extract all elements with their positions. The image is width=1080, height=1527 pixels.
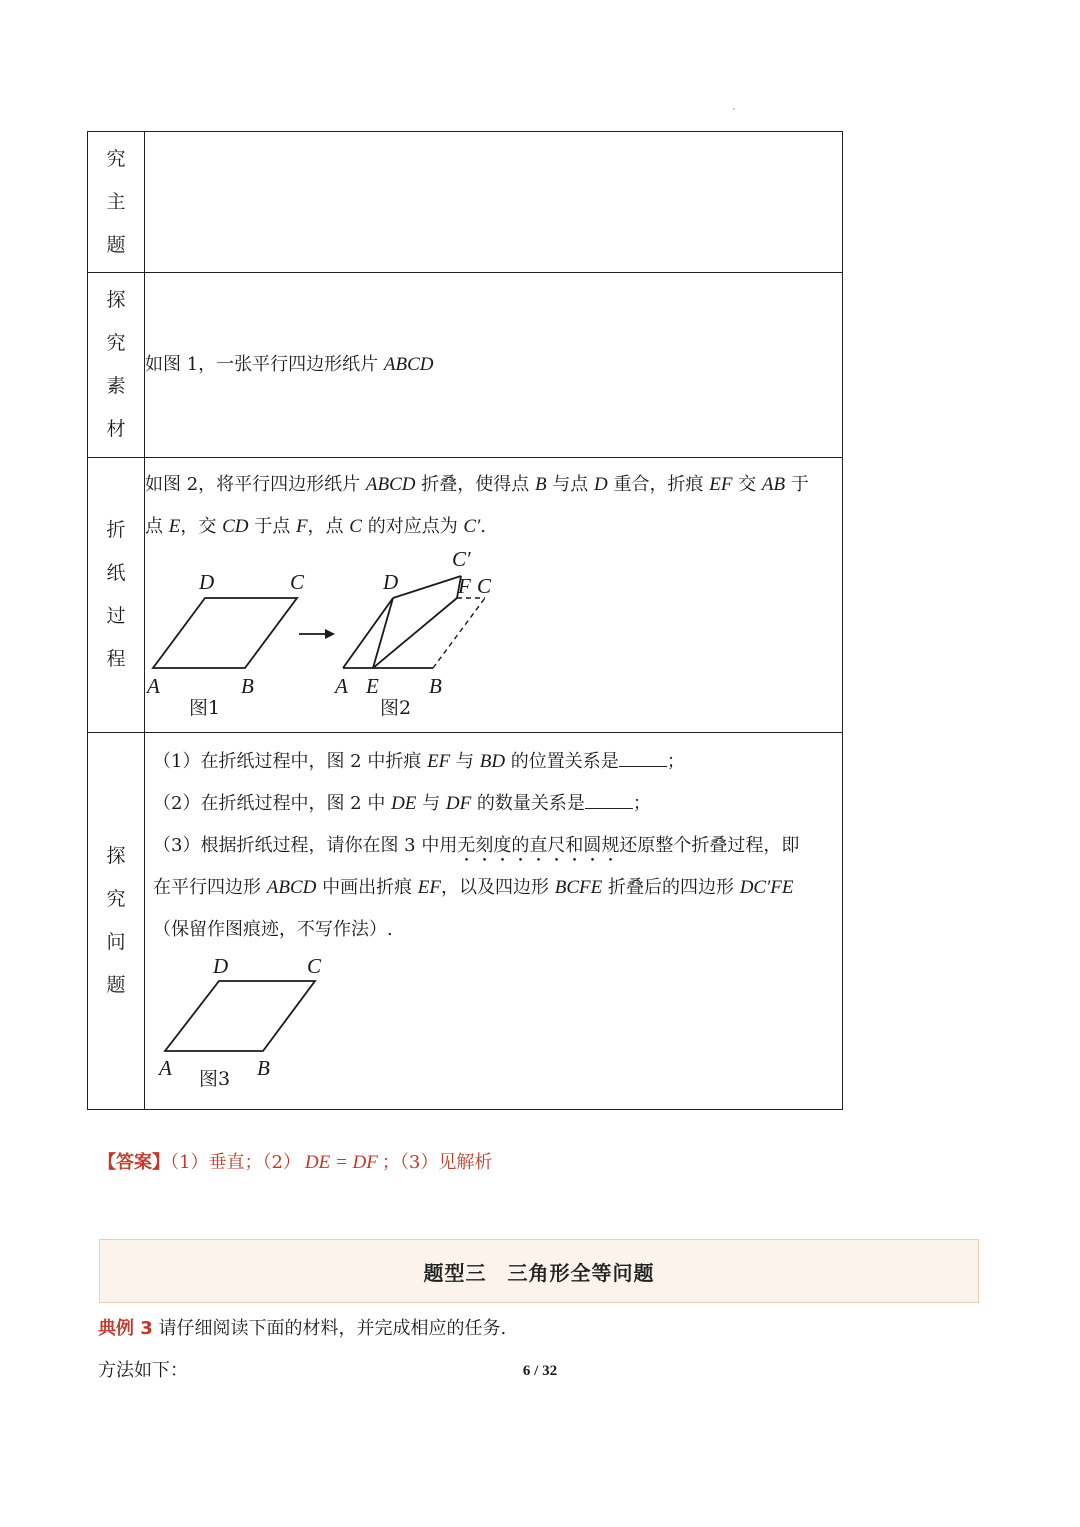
material-content-cell bbox=[145, 273, 843, 458]
fig2-label-E: E bbox=[366, 674, 379, 698]
label-char: 题 bbox=[106, 233, 126, 256]
answer-tag: 【答案】 bbox=[98, 1152, 170, 1173]
question-3-line-2: 在平行四边形 ABCD 中画出折痕 EF，以及四边形 BCFE 折叠后的四边形 DC′FE bbox=[153, 877, 794, 898]
label-char: 材 bbox=[106, 418, 126, 440]
figure-3 bbox=[153, 951, 373, 1091]
fig2-caption: 图2 bbox=[380, 697, 412, 718]
folding-text-line-1: 如图 2，将平行四边形纸片 ABCD 折叠，使得点 B 与点 D 重合，折痕 EF 交 AB 于 bbox=[145, 474, 809, 495]
label-char: 过 bbox=[106, 605, 126, 627]
table-row bbox=[88, 733, 843, 1110]
fig3-caption: 图3 bbox=[199, 1068, 231, 1090]
label-char: 主 bbox=[106, 190, 126, 213]
fig2-label-A: A bbox=[335, 674, 348, 698]
fig2-label-D: D bbox=[383, 570, 399, 594]
label-char: 纸 bbox=[106, 562, 126, 584]
table-row bbox=[88, 273, 843, 458]
fig3-label-C: C bbox=[307, 954, 322, 978]
label-char: 探 bbox=[106, 289, 126, 311]
label-char: 素 bbox=[106, 375, 126, 397]
page-number: 6 / 32 bbox=[522, 1363, 558, 1379]
fig1-label-D: D bbox=[199, 570, 215, 594]
example-line bbox=[98, 1314, 506, 1340]
label-char: 程 bbox=[106, 648, 126, 670]
topic-content-cell bbox=[145, 132, 843, 273]
inquiry-table bbox=[87, 131, 843, 1110]
answer-part-2: ；（3）见解析 bbox=[381, 1152, 493, 1173]
label-char: 问 bbox=[106, 931, 126, 953]
method-line: 方法如下： bbox=[98, 1360, 188, 1381]
figure-3-parallelogram bbox=[165, 981, 315, 1051]
question-3-line-3: （保留作图痕迹，不写作法）. bbox=[153, 919, 393, 940]
fig2-label-B: B bbox=[429, 674, 442, 698]
question-3-line-1: （3）根据折纸过程，请你在图 3 中用无刻度的直尺和圆规还原整个折叠过程，即 bbox=[153, 835, 800, 856]
row-label-topic bbox=[88, 132, 145, 273]
fig1-label-C: C bbox=[290, 570, 305, 594]
question-2: （2）在折纸过程中，图 2 中 DE 与 DF 的数量关系是 ； bbox=[153, 783, 842, 825]
row-label-folding bbox=[88, 458, 145, 733]
label-char: 折 bbox=[106, 519, 126, 541]
fig3-label-A: A bbox=[159, 1056, 172, 1080]
label-char: 究 bbox=[106, 332, 126, 354]
section-banner: 题型三 三角形全等问题 bbox=[99, 1239, 979, 1303]
material-text: 如图 1，一张平行四边形纸片 ABCD bbox=[145, 354, 434, 375]
fig2-label-C: C bbox=[477, 574, 492, 598]
label-char: 题 bbox=[106, 974, 126, 996]
figure-1-parallelogram bbox=[153, 598, 297, 668]
table-row bbox=[88, 458, 843, 733]
answer-part-1: （1）垂直；（2） bbox=[170, 1152, 301, 1173]
label-char: 究 bbox=[106, 888, 126, 910]
arrow-icon bbox=[299, 629, 335, 639]
fig1-label-B: B bbox=[241, 674, 254, 698]
row-label-material bbox=[88, 273, 145, 458]
table-row bbox=[88, 132, 843, 273]
fig2-label-F: F bbox=[458, 574, 471, 598]
fig3-label-D: D bbox=[213, 954, 229, 978]
label-char: 究 bbox=[106, 147, 126, 170]
example-text: 请仔细阅读下面的材料，并完成相应的任务. bbox=[152, 1318, 507, 1339]
folding-content-cell bbox=[145, 458, 843, 733]
answer-blank[interactable] bbox=[585, 790, 633, 809]
example-tag: 典例 3 bbox=[98, 1318, 153, 1339]
answer-blank[interactable] bbox=[619, 748, 667, 767]
scan-dot bbox=[733, 108, 735, 110]
fig2-label-C-prime: C′ bbox=[452, 548, 471, 571]
answer-line bbox=[98, 1148, 492, 1174]
fig1-label-A: A bbox=[147, 674, 160, 698]
question-1: （1）在折纸过程中，图 2 中折痕 EF 与 BD 的位置关系是 ； bbox=[153, 741, 842, 783]
label-char: 探 bbox=[106, 845, 126, 867]
folding-text-line-2: 点 E，交 CD 于点 F，点 C 的对应点为 C′. bbox=[145, 516, 486, 537]
fig1-caption: 图1 bbox=[189, 697, 221, 718]
answer-math: DE = DF bbox=[304, 1152, 378, 1173]
fig3-label-B: B bbox=[257, 1056, 270, 1080]
row-label-question bbox=[88, 733, 145, 1110]
folding-figures bbox=[145, 548, 545, 718]
question-content-cell bbox=[145, 733, 843, 1110]
